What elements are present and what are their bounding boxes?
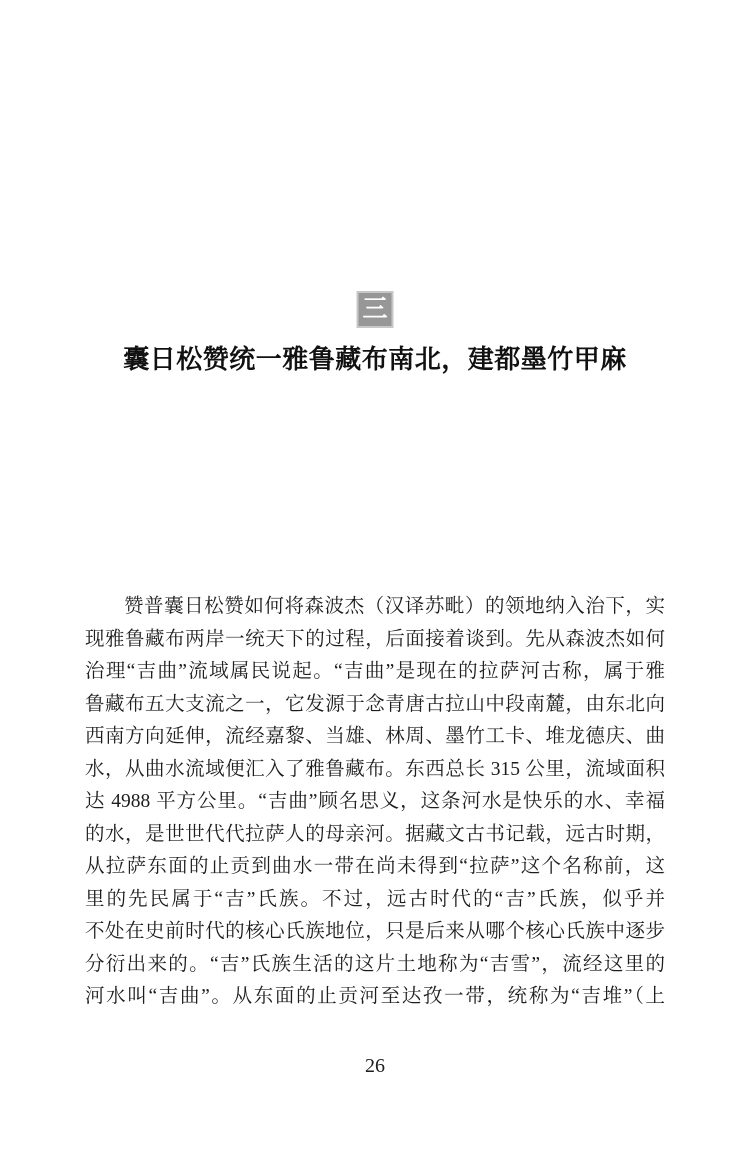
text-line: 从拉萨东面的止贡到曲水一带在尚未得到“拉萨”这个名称前，这 (85, 856, 665, 877)
text-line: 达 4988 平方公里。“吉曲”顾名思义，这条河水是快乐的水、幸福 (85, 791, 665, 812)
body-paragraph (85, 591, 665, 1014)
text-line: 里的先民属于“吉”氏族。不过，远古时代的“吉”氏族，似乎并 (85, 888, 665, 910)
text-line: 现雅鲁藏布两岸一统天下的过程，后面接着谈到。先从森波杰如何 (85, 628, 665, 650)
chapter-title: 囊日松赞统一雅鲁藏布南北，建都墨竹甲麻 (123, 345, 627, 374)
text-line: 赞普囊日松赞如何将森波杰（汉译苏毗）的领地纳入治下，实 (124, 596, 665, 617)
chapter-number-glyph: 三 (362, 296, 388, 323)
page-number: 26 (365, 1055, 385, 1077)
text-line: 治理“吉曲”流域属民说起。“吉曲”是现在的拉萨河古称，属于雅 (85, 661, 665, 682)
text-line: 河水叫“吉曲”。从东面的止贡河至达孜一带，统称为“吉堆”（上 (85, 986, 665, 1007)
chapter-number-badge (357, 291, 394, 328)
text-line: 不处在史前时代的核心氏族地位，只是后来从哪个核心氏族中逐步 (85, 921, 665, 942)
text-line: 西南方向延伸，流经嘉黎、当雄、林周、墨竹工卡、堆龙德庆、曲 (85, 726, 665, 747)
text-line: 水，从曲水流域便汇入了雅鲁藏布。东西总长 315 公里，流域面积 (85, 758, 665, 780)
text-line: 分衍出来的。“吉”氏族生活的这片土地称为“吉雪”，流经这里的 (85, 953, 665, 975)
text-line: 鲁藏布五大支流之一，它发源于念青唐古拉山中段南麓，由东北向 (85, 693, 665, 715)
text-line: 的水，是世世代代拉萨人的母亲河。据藏文古书记载，远古时期， (85, 823, 665, 845)
